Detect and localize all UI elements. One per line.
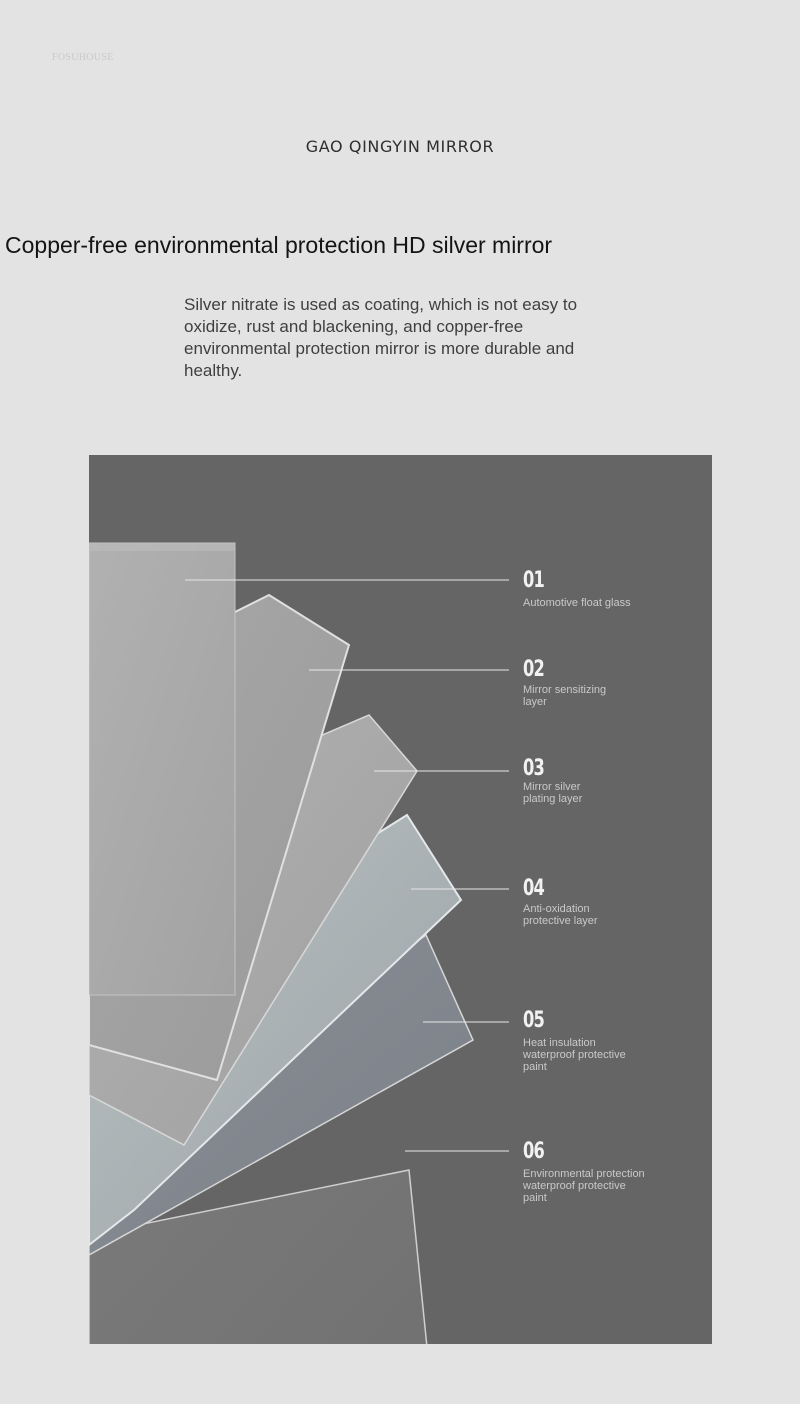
sheet-layer-01 xyxy=(89,543,235,995)
layer-name: Heat insulation waterproof protective paint xyxy=(523,1037,626,1073)
brand-title: GAO QINGYIN MIRROR xyxy=(305,137,495,156)
layer-name: Mirror sensitizing layer xyxy=(523,684,607,708)
headline: Copper-free environmental protection HD silver mirror xyxy=(5,232,553,258)
layer-name: Mirror silver plating layer xyxy=(523,781,583,805)
layer-label-02 xyxy=(523,657,606,708)
layer-label-06 xyxy=(523,1139,645,1204)
layer-label-04 xyxy=(523,876,598,927)
watermark-logo: FOSUHOUSE xyxy=(52,52,114,63)
layer-name: Automotive float glass xyxy=(523,597,631,609)
layer-label-03 xyxy=(523,756,582,805)
layer-name: Anti-oxidation protective layer xyxy=(523,903,598,927)
layer-number: 04 xyxy=(523,876,544,901)
layer-number: 03 xyxy=(523,756,544,781)
layer-label-01 xyxy=(523,568,631,609)
layer-diagram-panel xyxy=(89,455,712,1344)
layer-number: 02 xyxy=(523,657,544,682)
layer-number: 05 xyxy=(523,1008,544,1033)
layer-name: Environmental protection waterproof protective paint xyxy=(523,1168,645,1204)
layer-number: 06 xyxy=(523,1139,544,1164)
description: Silver nitrate is used as coating, which is not easy to oxidize, rust and blackening, and copper-free environmental protection mirror is more durable and healthy. xyxy=(184,295,578,380)
layer-label-05 xyxy=(523,1008,626,1073)
layer-number: 01 xyxy=(523,568,544,593)
